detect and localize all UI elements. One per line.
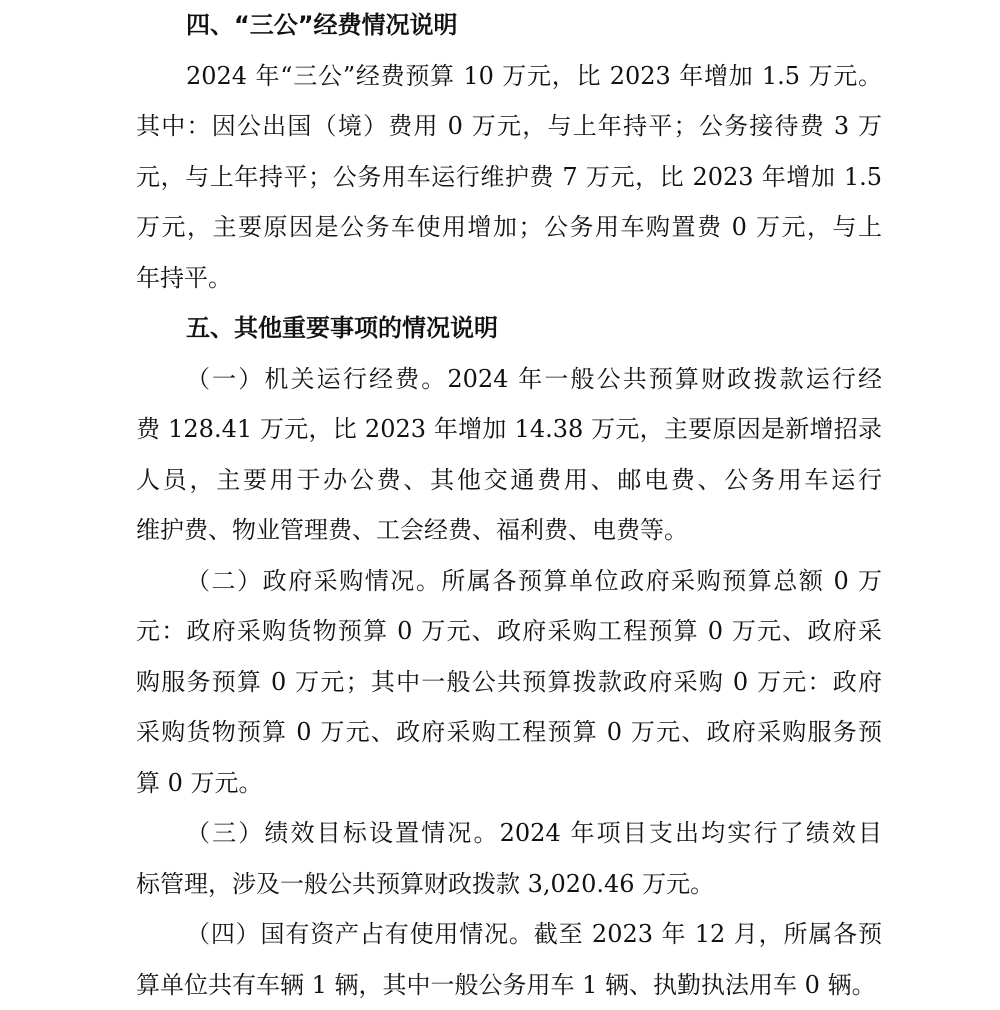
text-line: 其中：因公出国（境）费用 0 万元，与上年持平；公务接待费 3 万 <box>136 101 882 152</box>
section-heading-three-public-expenses: 四、“三公”经费情况说明 <box>136 0 882 51</box>
text-line: （三）绩效目标设置情况。2024 年项目支出均实行了绩效目 <box>136 808 882 859</box>
document-page <box>136 0 882 1010</box>
paragraph-agency-operating-expenses <box>136 354 882 556</box>
text-line: 2024 年“三公”经费预算 10 万元，比 2023 年增加 1.5 万元。 <box>136 51 882 102</box>
text-line: 购服务预算 0 万元；其中一般公共预算拨款政府采购 0 万元：政府 <box>136 657 882 708</box>
text-line: （四）国有资产占有使用情况。截至 2023 年 12 月，所属各预 <box>136 909 882 960</box>
text-line: 万元，主要原因是公务车使用增加；公务用车购置费 0 万元，与上 <box>136 202 882 253</box>
text-line: 采购货物预算 0 万元、政府采购工程预算 0 万元、政府采购服务预 <box>136 707 882 758</box>
text-line: 维护费、物业管理费、工会经费、福利费、电费等。 <box>136 505 882 556</box>
text-line: （二）政府采购情况。所属各预算单位政府采购预算总额 0 万 <box>136 556 882 607</box>
text-line: 人员，主要用于办公费、其他交通费用、邮电费、公务用车运行 <box>136 455 882 506</box>
paragraph-three-public-expenses <box>136 51 882 304</box>
section-heading-other-matters: 五、其他重要事项的情况说明 <box>136 303 882 354</box>
paragraph-performance-targets <box>136 808 882 909</box>
text-line: （一）机关运行经费。2024 年一般公共预算财政拨款运行经 <box>136 354 882 405</box>
paragraph-state-assets <box>136 909 882 1010</box>
text-line: 元：政府采购货物预算 0 万元、政府采购工程预算 0 万元、政府采 <box>136 606 882 657</box>
text-line: 算 0 万元。 <box>136 758 882 809</box>
paragraph-government-procurement <box>136 556 882 809</box>
text-line: 算单位共有车辆 1 辆，其中一般公务用车 1 辆、执勤执法用车 0 辆。 <box>136 960 882 1010</box>
text-line: 元，与上年持平；公务用车运行维护费 7 万元，比 2023 年增加 1.5 <box>136 152 882 203</box>
text-line: 年持平。 <box>136 253 882 304</box>
text-line: 标管理，涉及一般公共预算财政拨款 3,020.46 万元。 <box>136 859 882 910</box>
text-line: 费 128.41 万元，比 2023 年增加 14.38 万元，主要原因是新增招录 <box>136 404 882 455</box>
